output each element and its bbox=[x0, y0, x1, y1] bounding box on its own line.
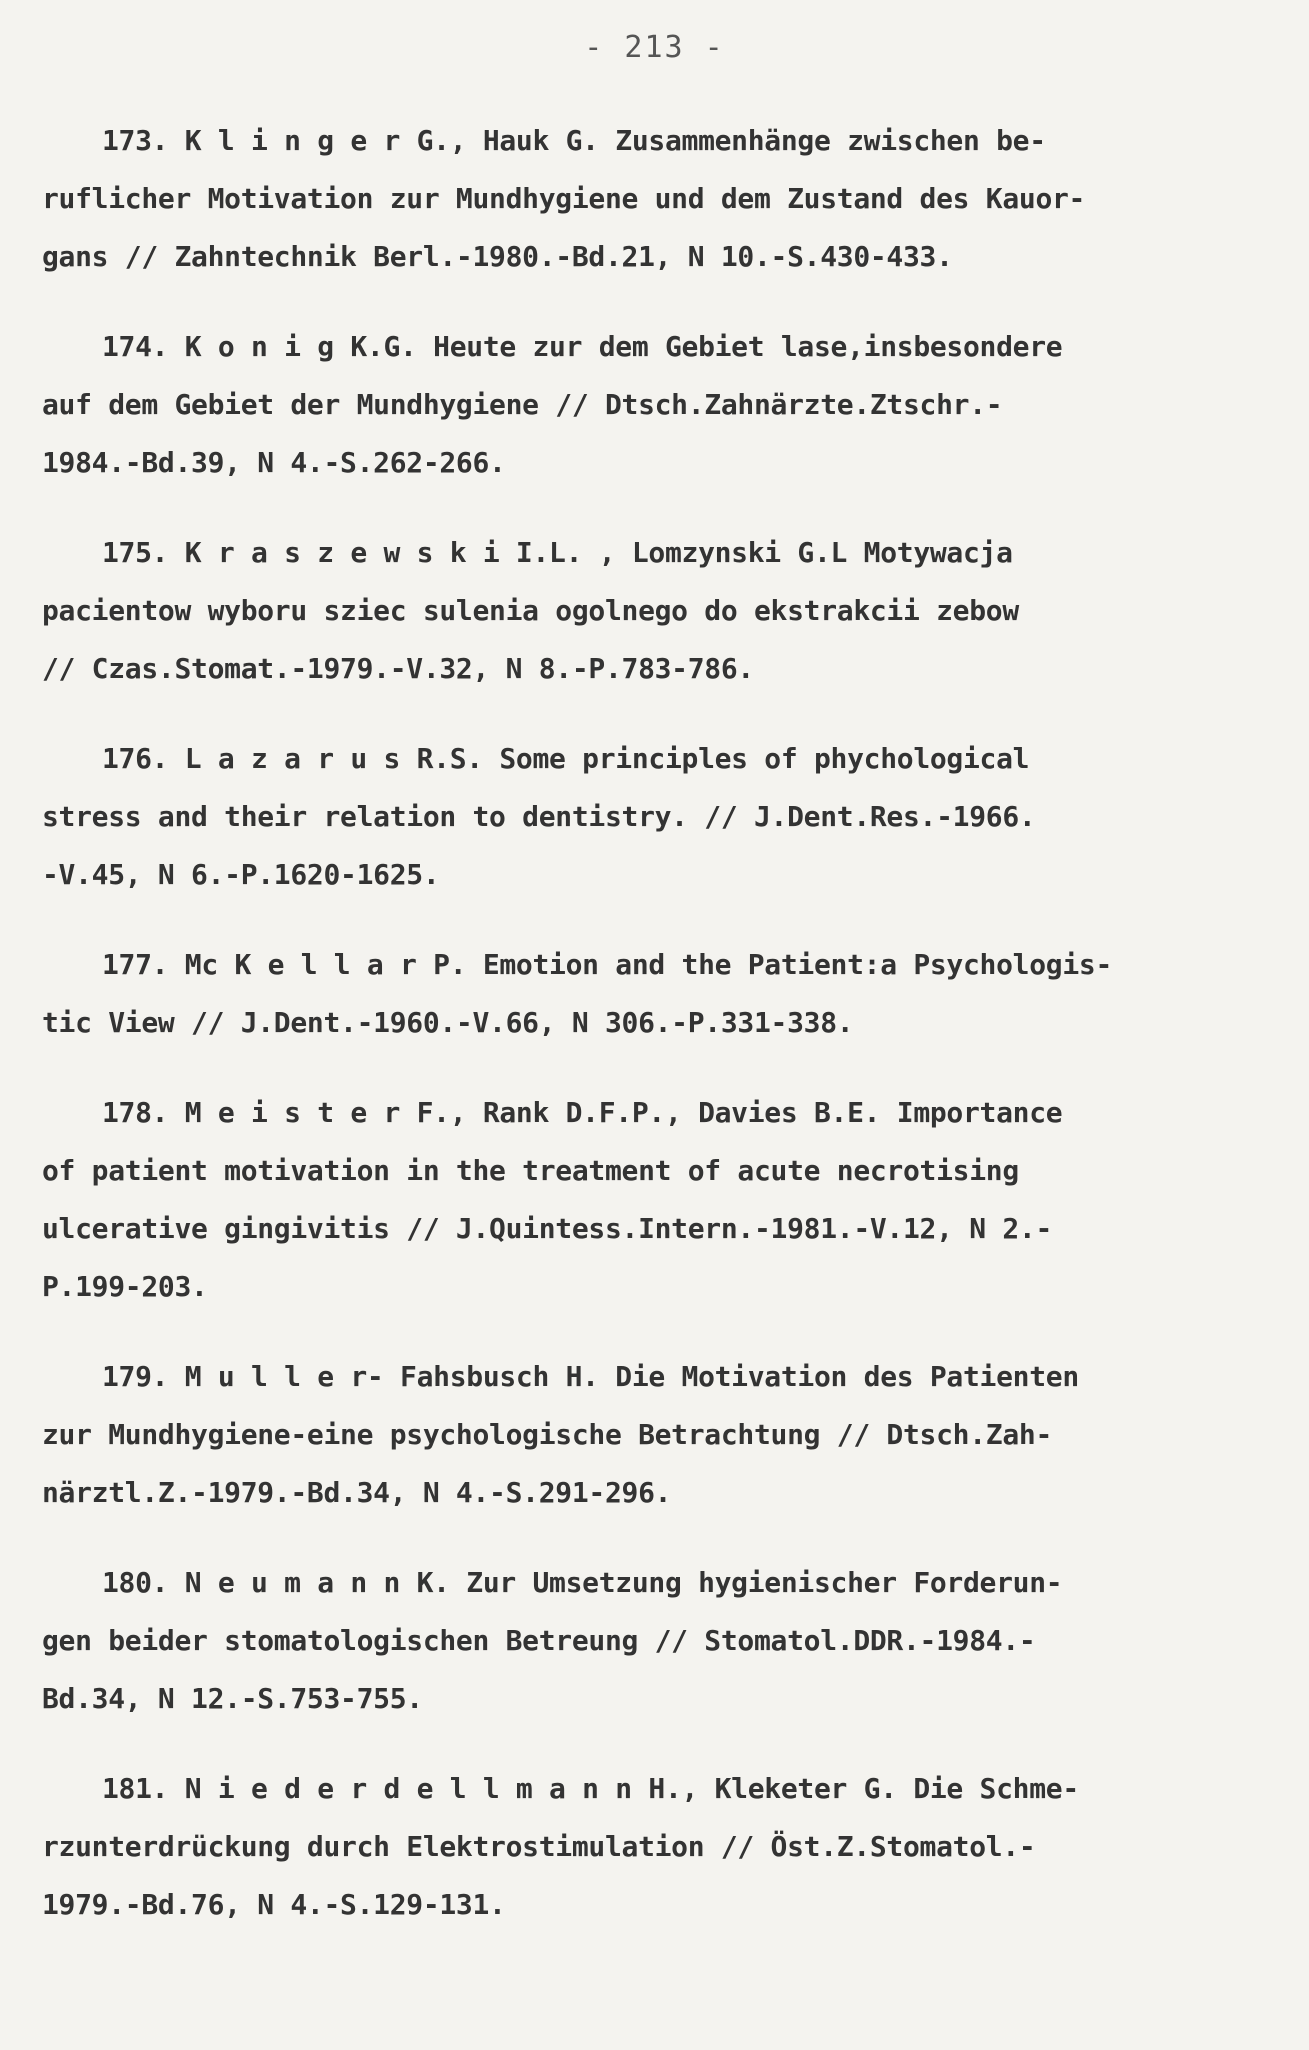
reference-entry-173 bbox=[42, 112, 1272, 286]
reference-entry-176 bbox=[42, 730, 1272, 904]
reference-line: 176. L a z a r u s R.S. Some principles of phychological bbox=[102, 742, 1030, 775]
reference-entry-174 bbox=[42, 318, 1272, 492]
reference-line: auf dem Gebiet der Mundhygiene // Dtsch.Zahnärzte.Ztschr.- bbox=[42, 388, 1003, 421]
reference-entry-175 bbox=[42, 524, 1272, 698]
reference-line: närztl.Z.-1979.-Bd.34, N 4.-S.291-296. bbox=[42, 1476, 672, 1509]
reference-line: -V.45, N 6.-P.1620-1625. bbox=[42, 858, 440, 891]
reference-entry-179 bbox=[42, 1348, 1272, 1522]
reference-line: of patient motivation in the treatment of acute necrotising bbox=[42, 1154, 1019, 1187]
reference-entry-177 bbox=[42, 936, 1272, 1052]
reference-line: 1984.-Bd.39, N 4.-S.262-266. bbox=[42, 446, 506, 479]
reference-line: ulcerative gingivitis // J.Quintess.Intern.-1981.-V.12, N 2.- bbox=[42, 1212, 1053, 1245]
reference-line: tic View // J.Dent.-1960.-V.66, N 306.-P.331-338. bbox=[42, 1006, 854, 1039]
reference-line: // Czas.Stomat.-1979.-V.32, N 8.-P.783-786. bbox=[42, 652, 754, 685]
reference-line: ruflicher Motivation zur Mundhygiene und dem Zustand des Kauor- bbox=[42, 182, 1086, 215]
reference-line: gen beider stomatologischen Betreung // Stomatol.DDR.-1984.- bbox=[42, 1624, 1036, 1657]
reference-line: 180. N e u m a n n K. Zur Umsetzung hygienischer Forderun- bbox=[102, 1566, 1063, 1599]
reference-line: 173. K l i n g e r G., Hauk G. Zusammenhänge zwischen be- bbox=[102, 124, 1046, 157]
reference-line: gans // Zahntechnik Berl.-1980.-Bd.21, N 10.-S.430-433. bbox=[42, 240, 953, 273]
reference-line: 174. K o n i g K.G. Heute zur dem Gebiet lase,insbesondere bbox=[102, 330, 1063, 363]
page-number: - 213 - bbox=[584, 30, 725, 65]
reference-entry-178 bbox=[42, 1084, 1272, 1316]
reference-line: rzunterdrückung durch Elektrostimulation // Öst.Z.Stomatol.- bbox=[42, 1830, 1036, 1863]
reference-line: 175. K r a s z e w s k i I.L. , Lomzynski G.L Motywacja bbox=[102, 536, 1013, 569]
reference-line: 179. M u l l e r- Fahsbusch H. Die Motivation des Patienten bbox=[102, 1360, 1079, 1393]
reference-line: pacientow wyboru sziec sulenia ogolnego do ekstrakcii zebow bbox=[42, 594, 1019, 627]
reference-line: P.199-203. bbox=[42, 1270, 208, 1303]
reference-list bbox=[42, 112, 1272, 1966]
reference-line: 177. Mc K e l l a r P. Emotion and the Patient:a Psychologis- bbox=[102, 948, 1113, 981]
reference-line: 178. M e i s t e r F., Rank D.F.P., Davies B.E. Importance bbox=[102, 1096, 1063, 1129]
reference-entry-181 bbox=[42, 1760, 1272, 1934]
reference-line: Bd.34, N 12.-S.753-755. bbox=[42, 1682, 423, 1715]
reference-line: stress and their relation to dentistry. // J.Dent.Res.-1966. bbox=[42, 800, 1036, 833]
reference-line: zur Mundhygiene-eine psychologische Betrachtung // Dtsch.Zah- bbox=[42, 1418, 1053, 1451]
reference-entry-180 bbox=[42, 1554, 1272, 1728]
reference-line: 1979.-Bd.76, N 4.-S.129-131. bbox=[42, 1888, 506, 1921]
reference-line: 181. N i e d e r d e l l m a n n H., Kleketer G. Die Schme- bbox=[102, 1772, 1079, 1805]
